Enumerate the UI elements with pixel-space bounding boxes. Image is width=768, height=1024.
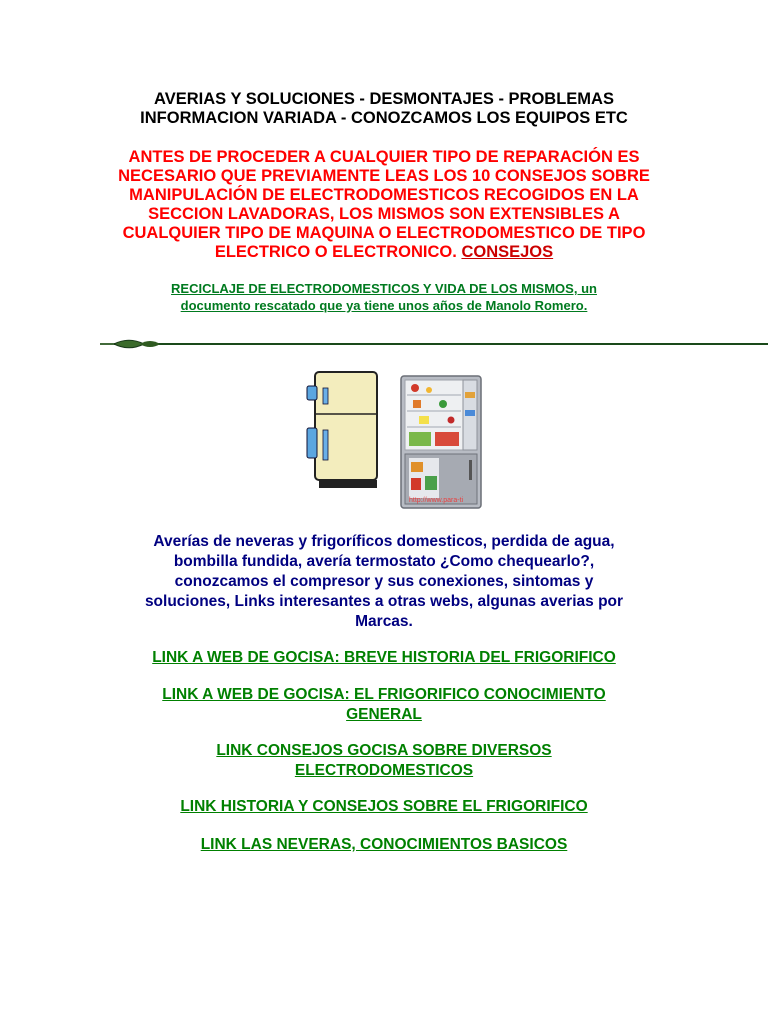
- link-line[interactable]: LINK CONSEJOS GOCISA SOBRE DIVERSOS: [216, 742, 552, 759]
- recycle-link-line-2[interactable]: documento rescatado que ya tiene unos años de Manolo Romero.: [180, 298, 588, 313]
- warning-text: ELECTRICO O ELECTRONICO.: [214, 243, 462, 261]
- recycle-link-line-1[interactable]: RECICLAJE DE ELECTRODOMESTICOS Y VIDA DE LOS MISMOS, un: [171, 281, 597, 296]
- cartoon-fridge-icon: [307, 372, 377, 488]
- link-consejos-gocisa[interactable]: [60, 741, 708, 781]
- warning-line: CUALQUIER TIPO DE MAQUINA O ELECTRODOMESTICO DE TIPO: [122, 224, 646, 242]
- decorative-divider: [100, 336, 768, 352]
- link-historia-consejos[interactable]: [60, 797, 708, 817]
- intro-line: Marcas.: [355, 613, 413, 630]
- intro-paragraph: [80, 532, 688, 632]
- warning-line-last: [30, 243, 738, 262]
- consejos-link[interactable]: CONSEJOS: [461, 243, 554, 261]
- intro-line: bombilla fundida, avería termostato ¿Como chequearlo?,: [173, 553, 595, 570]
- fridge-images: [305, 366, 490, 514]
- link-conocimiento-general[interactable]: [60, 685, 708, 725]
- link-historia-frigorifico[interactable]: [60, 648, 708, 668]
- link-line[interactable]: GENERAL: [346, 706, 422, 723]
- warning-notice: [30, 148, 738, 262]
- warning-line: MANIPULACIÓN DE ELECTRODOMESTICOS RECOGIDOS EN LA: [129, 186, 639, 204]
- link-line[interactable]: ELECTRODOMESTICOS: [294, 762, 474, 779]
- link-neveras-basicos[interactable]: [60, 835, 708, 855]
- link-line[interactable]: LINK LAS NEVERAS, CONOCIMIENTOS BASICOS: [200, 836, 568, 853]
- link-line[interactable]: LINK HISTORIA Y CONSEJOS SOBRE EL FRIGORIFICO: [180, 798, 588, 815]
- link-line[interactable]: LINK A WEB DE GOCISA: BREVE HISTORIA DEL FRIGORIFICO: [152, 649, 616, 666]
- open-fridge-photo: [401, 376, 481, 508]
- warning-line: ANTES DE PROCEDER A CUALQUIER TIPO DE REPARACIÓN ES: [128, 148, 640, 166]
- intro-line: conozcamos el compresor y sus conexiones, sintomas y: [174, 573, 594, 590]
- heading-line-1: AVERIAS Y SOLUCIONES - DESMONTAJES - PROBLEMAS: [154, 90, 614, 108]
- link-line[interactable]: LINK A WEB DE GOCISA: EL FRIGORIFICO CONOCIMIENTO: [162, 686, 606, 703]
- image-watermark: http://www.para-ti: [409, 497, 464, 504]
- intro-line: Averías de neveras y frigoríficos domesticos, perdida de agua,: [153, 533, 615, 550]
- intro-line: soluciones, Links interesantes a otras webs, algunas averias por: [144, 593, 624, 610]
- recycle-document-link[interactable]: [60, 280, 708, 314]
- warning-line: NECESARIO QUE PREVIAMENTE LEAS LOS 10 CONSEJOS SOBRE: [118, 167, 650, 185]
- page-heading: [40, 90, 728, 128]
- heading-line-2: INFORMACION VARIADA - CONOZCAMOS LOS EQUIPOS ETC: [140, 109, 628, 127]
- warning-line: SECCION LAVADORAS, LOS MISMOS SON EXTENSIBLES A: [148, 205, 620, 223]
